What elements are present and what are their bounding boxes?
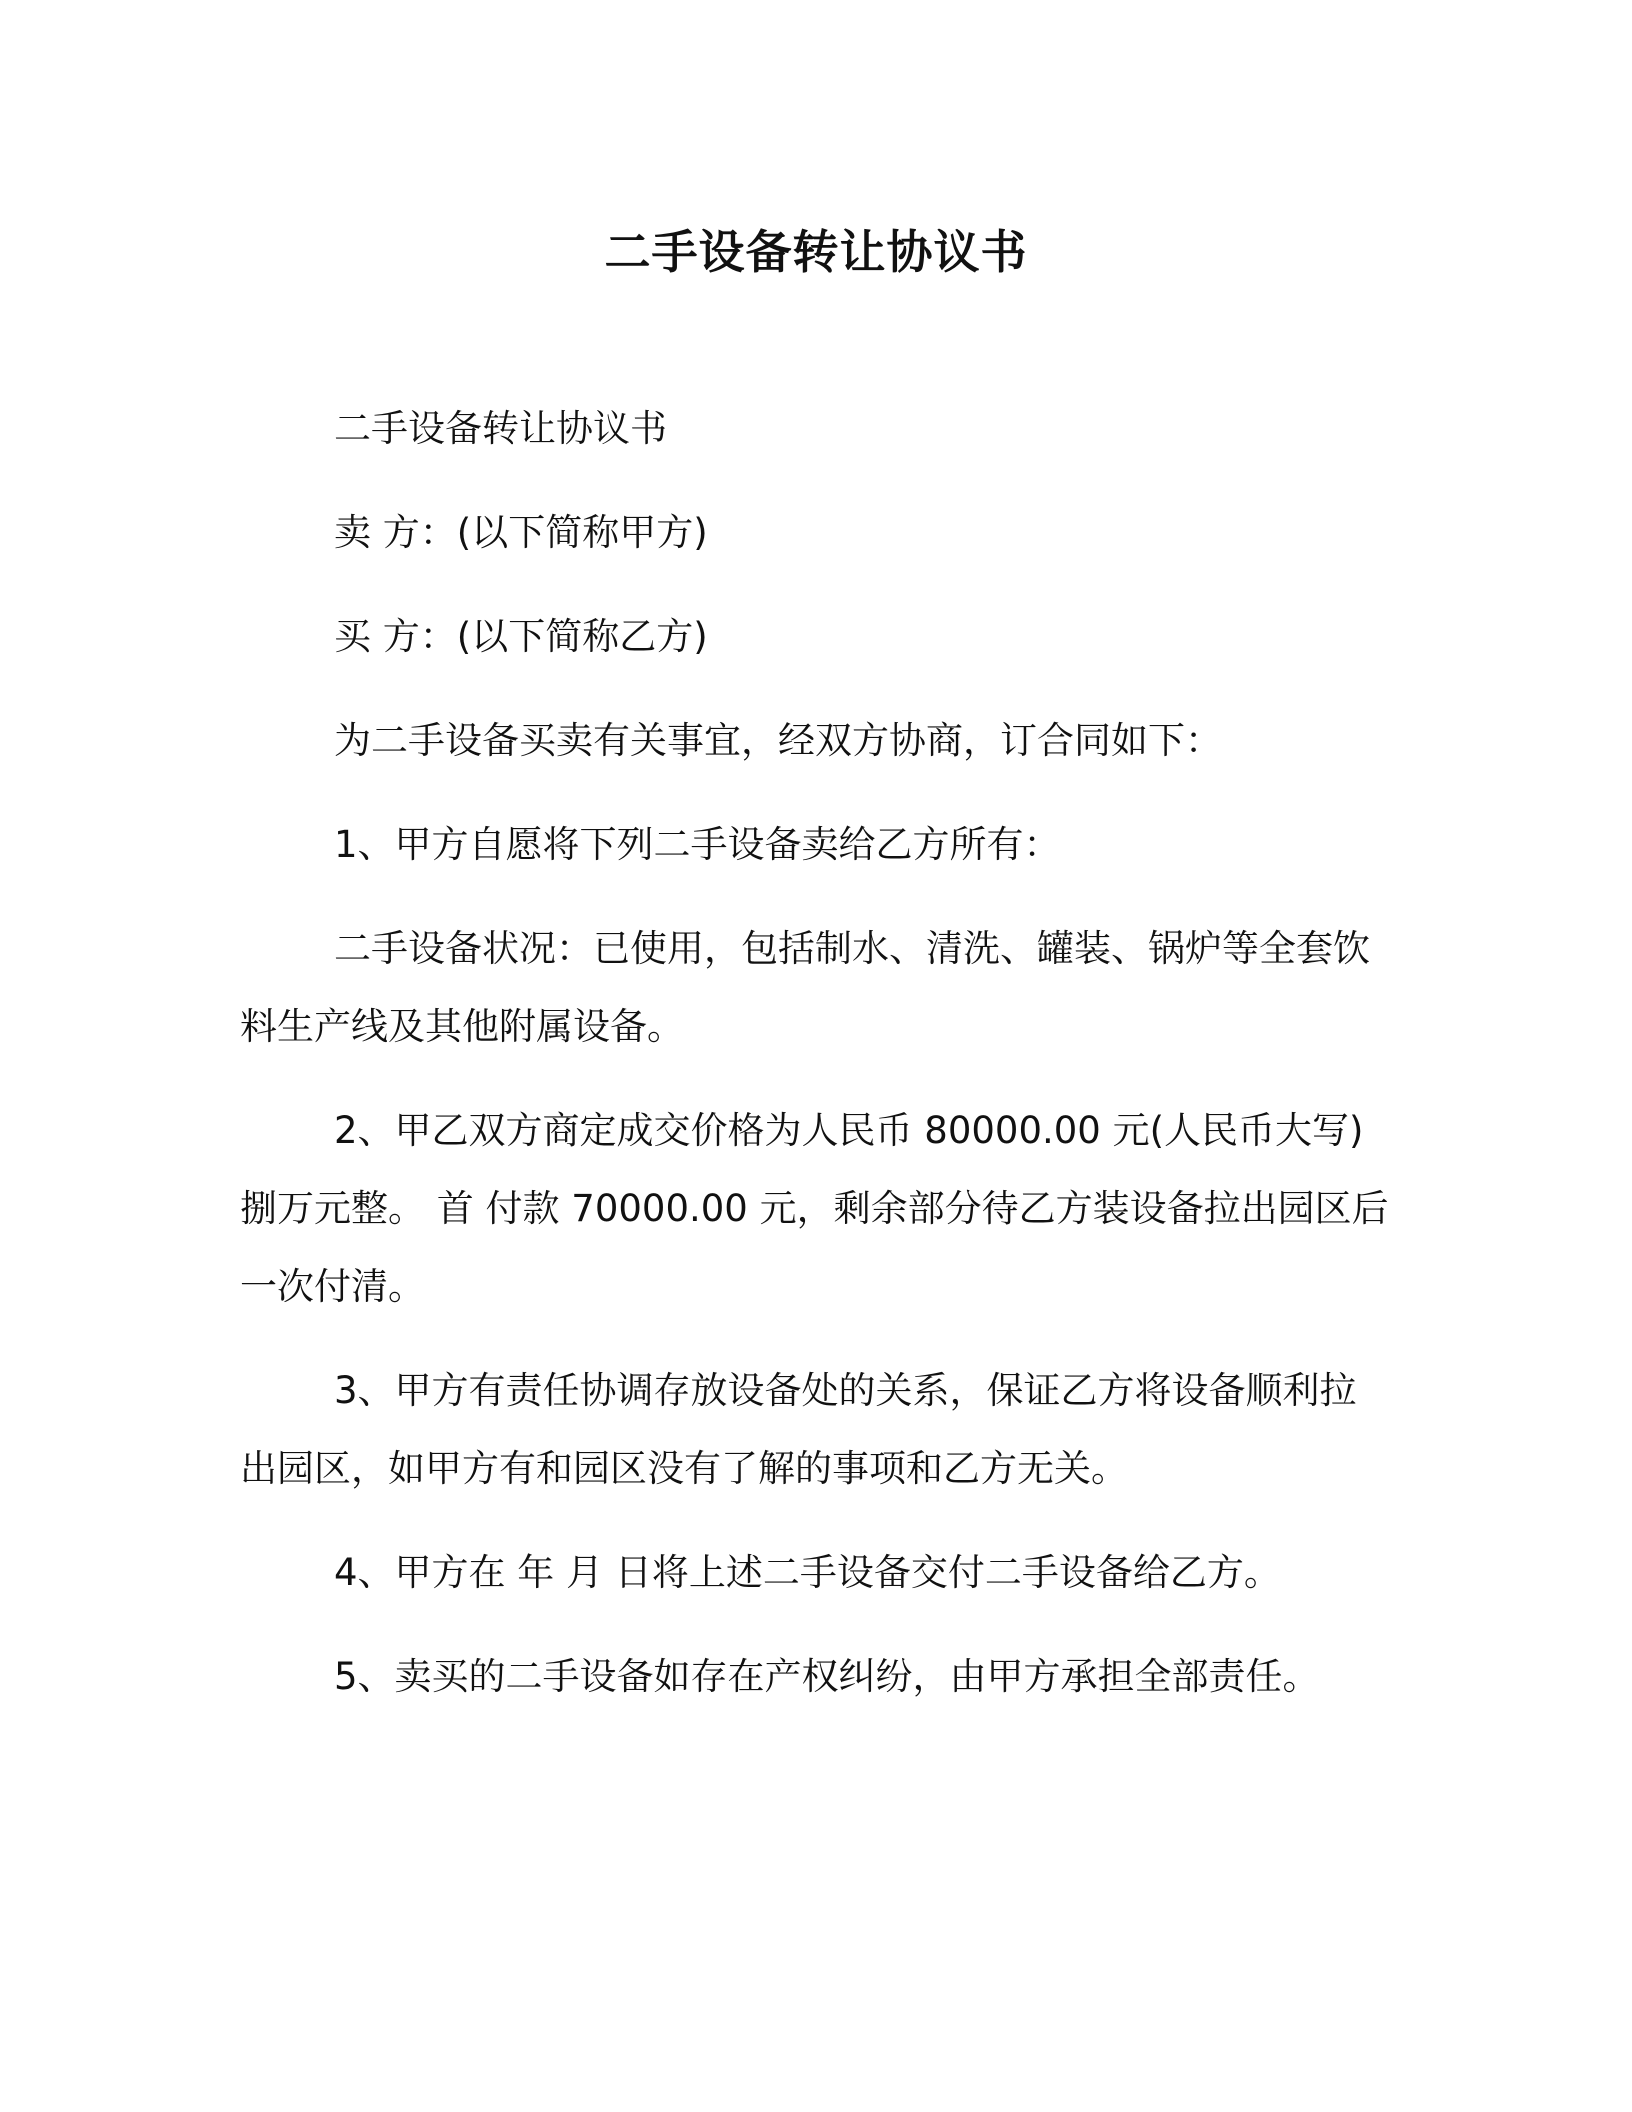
paragraph-buyer: 买 方：(以下简称乙方)	[334, 615, 708, 658]
paragraph-equipment-status: 二手设备状况：已使用，包括制水、清洗、罐装、锅炉等全套饮料生产线及其他附属设备。	[240, 927, 1370, 1048]
paragraph-clause-3: 3、甲方有责任协调存放设备处的关系，保证乙方将设备顺利拉出园区，如甲方有和园区没有了解的事项和乙方无关。	[240, 1369, 1357, 1490]
document-body	[240, 390, 1392, 1742]
document-title: 二手设备转让协议书	[604, 225, 1028, 279]
paragraph-clause-4: 4、甲方在 年 月 日将上述二手设备交付二手设备给乙方。	[334, 1551, 1281, 1594]
paragraph-clause-2: 2、甲乙双方商定成交价格为人民币 80000.00 元(人民币大写)捌万元整。 首 付款 70000.00 元，剩余部分待乙方装设备拉出园区后一次付清。	[240, 1109, 1389, 1308]
paragraph-subtitle: 二手设备转让协议书	[334, 407, 667, 450]
paragraph-seller: 卖 方：(以下简称甲方)	[334, 511, 708, 554]
paragraph-clause-5: 5、卖买的二手设备如存在产权纠纷，由甲方承担全部责任。	[334, 1655, 1320, 1698]
paragraph-clause-1: 1、甲方自愿将下列二手设备卖给乙方所有：	[334, 823, 1061, 866]
paragraph-preamble: 为二手设备买卖有关事宜，经双方协商，订合同如下：	[334, 719, 1222, 762]
